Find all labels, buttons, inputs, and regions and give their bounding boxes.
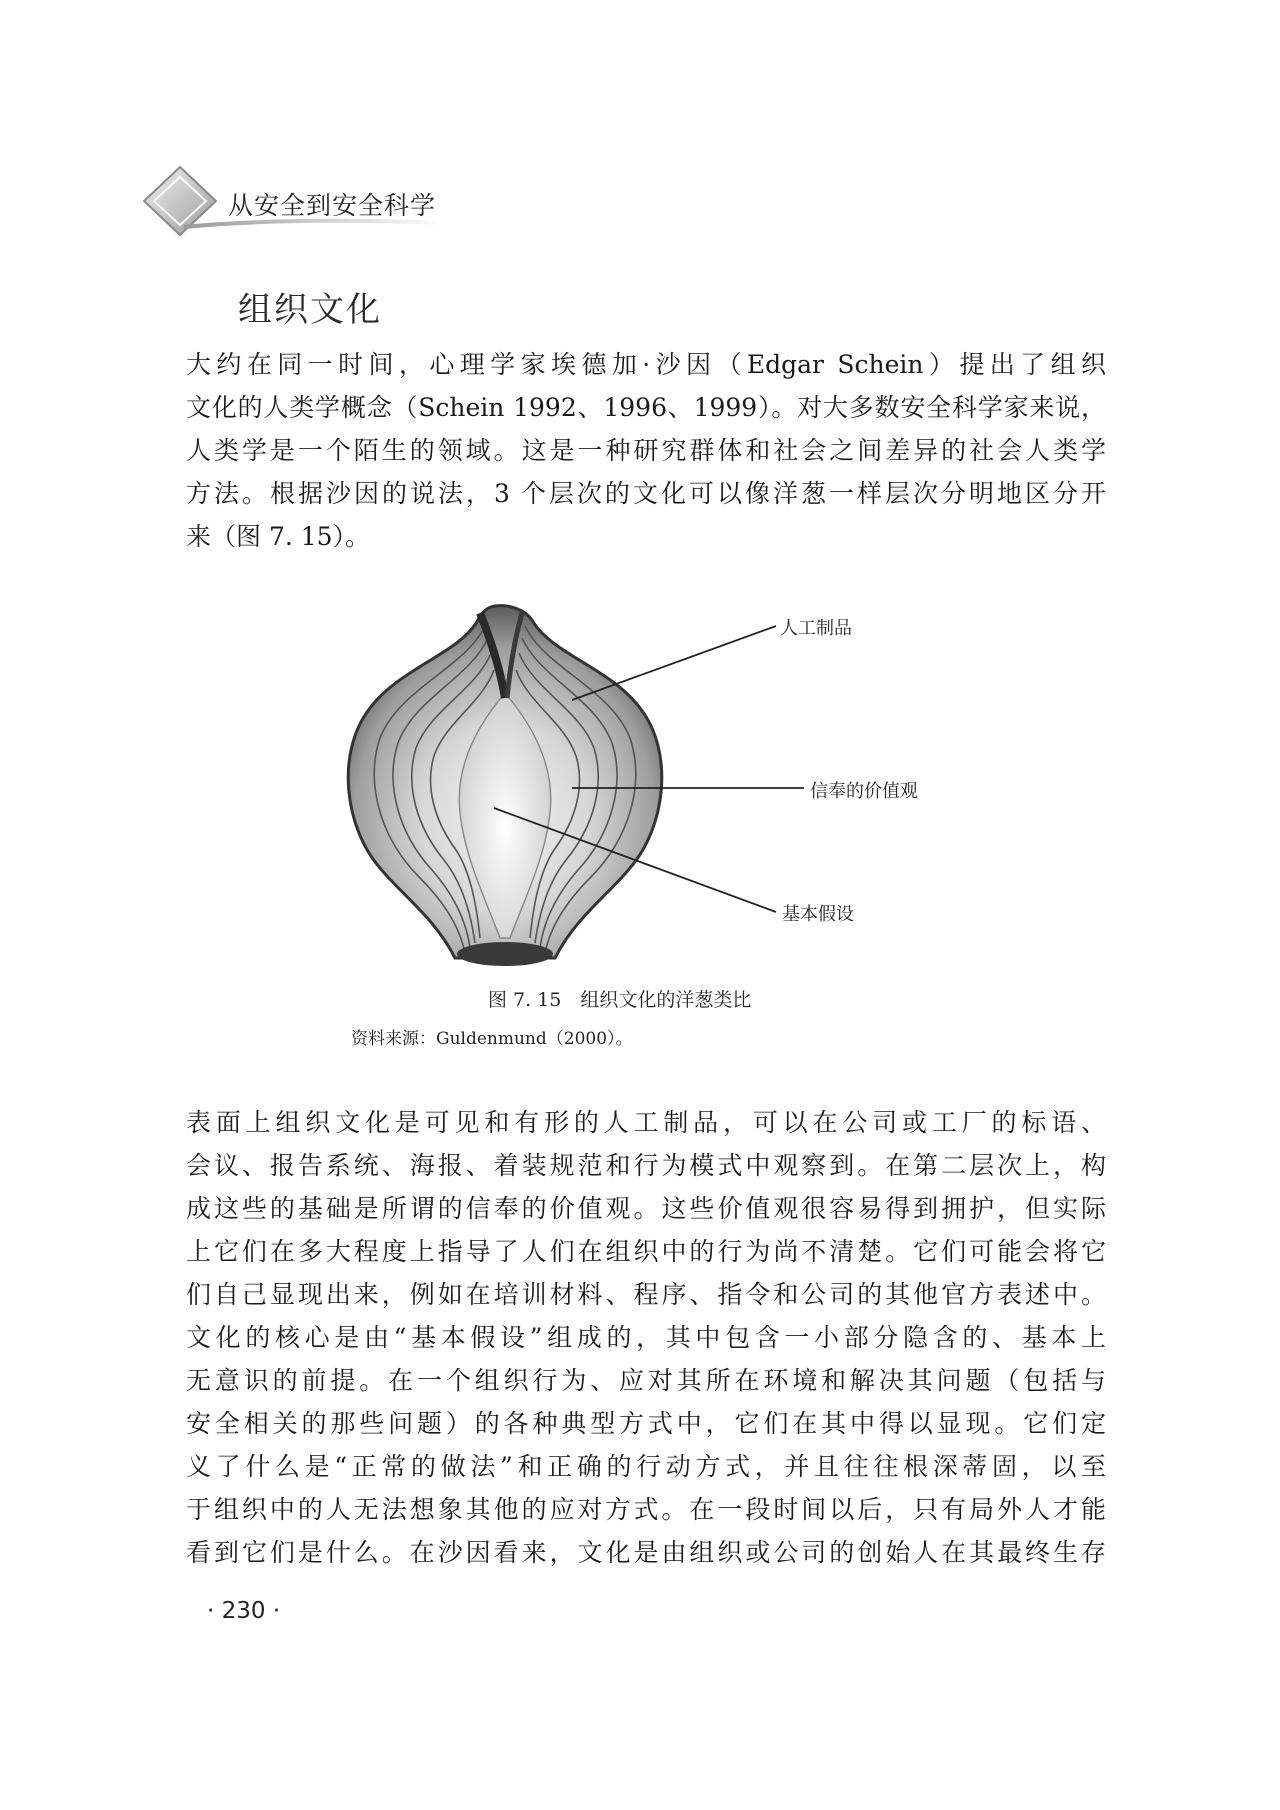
- label-espoused-values: 信奉的价值观: [810, 781, 918, 802]
- header-title: 从安全到安全科学: [228, 191, 437, 220]
- paragraph-line: 人类学是一个陌生的领域。这是一种研究群体和社会之间差异的社会人类学: [186, 436, 1106, 465]
- paragraph-line: 于组织中的人无法想象其他的应对方式。在一段时间以后，只有局外人才能: [186, 1495, 1106, 1524]
- paragraph-line: 们自己显现出来，例如在培训材料、程序、指令和公司的其他官方表述中。: [186, 1280, 1106, 1309]
- paragraph-2: [186, 1101, 1106, 1574]
- paragraph-line: 表面上组织文化是可见和有形的人工制品，可以在公司或工厂的标语、: [186, 1108, 1106, 1137]
- onion-figure: [310, 598, 970, 988]
- paragraph-line: 义了什么是“正常的做法”和正确的行动方式，并且往往根深蒂固，以至: [186, 1452, 1106, 1481]
- page-number: · 230 ·: [207, 1598, 281, 1624]
- paragraph-1: [186, 343, 1106, 558]
- label-artifacts: 人工制品: [780, 618, 852, 639]
- running-header: [140, 165, 460, 245]
- label-basic-assumptions: 基本假设: [782, 904, 854, 925]
- paragraph-line: 看到它们是什么。在沙因看来，文化是由组织或公司的创始人在其最终生存: [186, 1538, 1106, 1567]
- section-title: 组织文化: [238, 290, 382, 330]
- paragraph-line: 文化的人类学概念（Schein 1992、1996、1999）。对大多数安全科学家来说，: [186, 393, 1106, 422]
- paragraph-line: 来（图 7. 15）。: [186, 522, 371, 551]
- paragraph-line: 上它们在多大程度上指导了人们在组织中的行为尚不清楚。它们可能会将它: [186, 1237, 1106, 1266]
- figure-caption: 图 7. 15 组织文化的洋葱类比: [488, 989, 752, 1011]
- paragraph-line: 文化的核心是由“基本假设”组成的，其中包含一小部分隐含的、基本上: [186, 1323, 1106, 1352]
- figure-source: 资料来源：Guldenmund（2000）。: [351, 1029, 633, 1049]
- paragraph-line: 成这些的基础是所谓的信奉的价值观。这些价值观很容易得到拥护，但实际: [186, 1194, 1106, 1223]
- paragraph-line: 会议、报告系统、海报、着装规范和行为模式中观察到。在第二层次上，构: [186, 1151, 1106, 1180]
- paragraph-line: 安全相关的那些问题）的各种典型方式中，它们在其中得以显现。它们定: [186, 1409, 1106, 1438]
- paragraph-line: 方法。根据沙因的说法，3 个层次的文化可以像洋葱一样层次分明地区分开: [186, 479, 1106, 508]
- paragraph-line: 大约在同一时间，心理学家埃德加·沙因（Edgar Schein）提出了组织: [186, 350, 1106, 379]
- paragraph-line: 无意识的前提。在一个组织行为、应对其所在环境和解决其问题（包括与: [186, 1366, 1106, 1395]
